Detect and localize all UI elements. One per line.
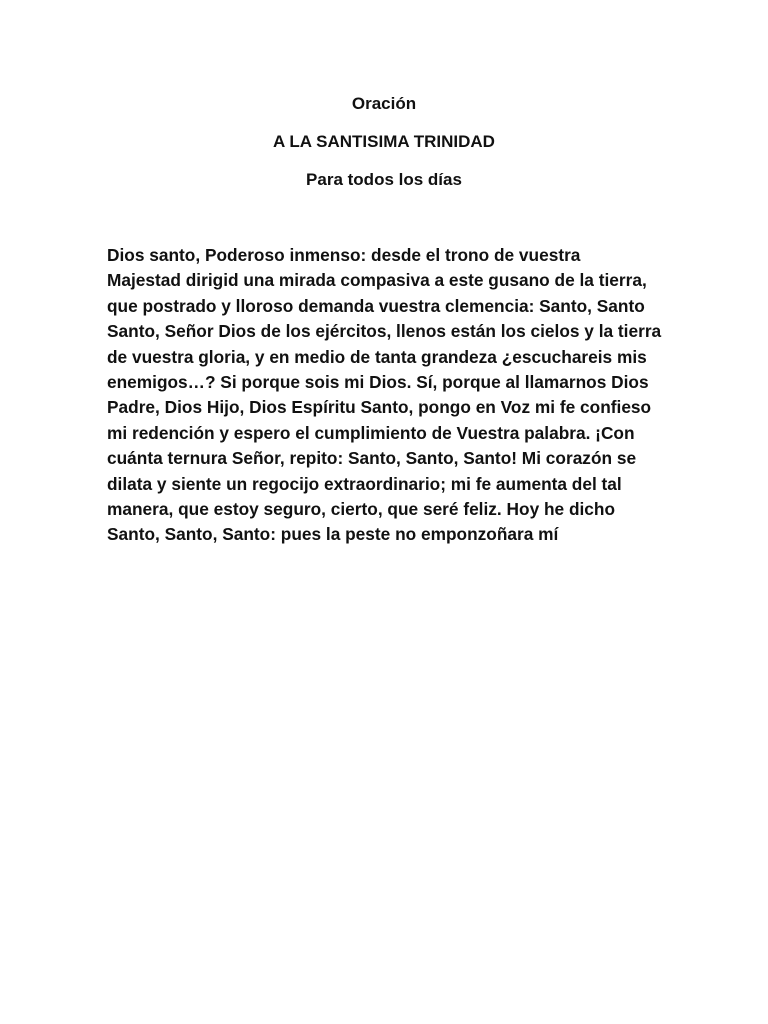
prayer-line: enemigos…? Si porque sois mi Dios. Sí, porque al llamarnos Dios	[107, 372, 649, 393]
prayer-line: Dios santo, Poderoso inmenso: desde el trono de vuestra	[107, 245, 581, 265]
prayer-line: mi redención y espero el cumplimiento de Vuestra palabra. ¡Con	[107, 422, 635, 443]
prayer-line: Majestad dirigid una mirada compasiva a este gusano de la tierra,	[107, 270, 647, 291]
document-title: Oración	[351, 94, 417, 113]
prayer-line: Santo, Santo, Santo: pues la peste no emponzoñara mí	[107, 524, 559, 545]
prayer-line: Padre, Dios Hijo, Dios Espíritu Santo, pongo en Voz mi fe confieso	[107, 397, 652, 418]
prayer-line: Santo, Señor Dios de los ejércitos, llenos están los cielos y la tierra	[107, 321, 662, 342]
prayer-line: dilata y siente un regocijo extraordinario; mi fe aumenta del tal	[107, 473, 622, 494]
document-subtitle-2: Para todos los días	[306, 170, 462, 189]
prayer-line: cuánta ternura Señor, repito: Santo, Santo, Santo! Mi corazón se	[107, 448, 637, 469]
prayer-line: que postrado y lloroso demanda vuestra clemencia: Santo, Santo	[107, 295, 645, 316]
prayer-line: manera, que estoy seguro, cierto, que seré feliz. Hoy he dicho	[107, 499, 616, 520]
document-subtitle: A LA SANTISIMA TRINIDAD	[273, 132, 495, 151]
prayer-line: de vuestra gloria, y en medio de tanta grandeza ¿escuchareis mis	[107, 346, 647, 367]
prayer-body	[107, 243, 667, 548]
